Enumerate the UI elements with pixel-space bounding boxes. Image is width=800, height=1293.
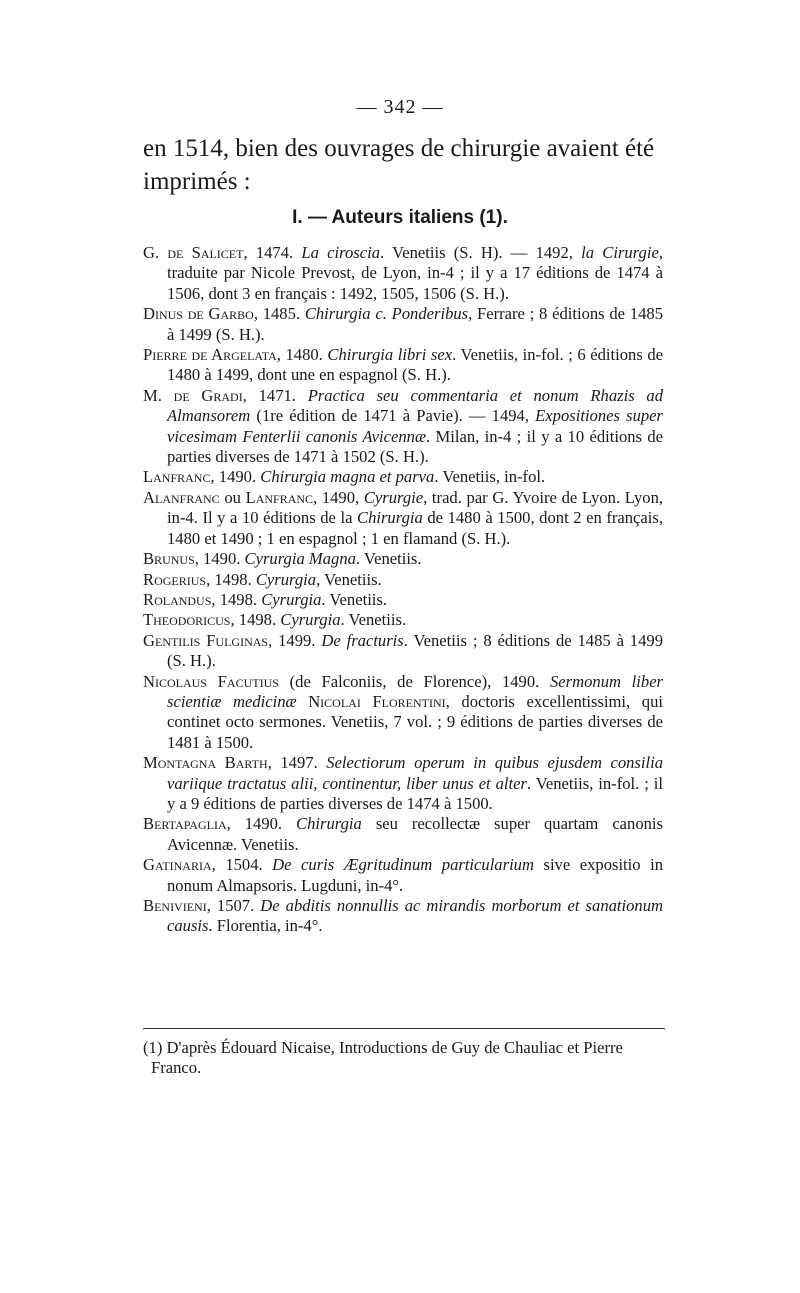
entry-text: , 1504. xyxy=(211,855,273,875)
entry-text: , 1490. xyxy=(226,814,297,834)
entry-title: la Cirurgie xyxy=(581,243,659,262)
entry-text: , 1498. xyxy=(211,589,262,609)
entry-title: Chirurgia libri sex xyxy=(327,345,453,365)
entry-author: Lanfranc xyxy=(245,487,314,507)
entry-title: Expositiones super vicesimam Fenterlii canonis Avicennæ xyxy=(167,406,664,446)
bibliography-entry xyxy=(143,467,663,487)
footnote: (1) D'après Édouard Nicaise, Introductions de Guy de Chauliac et Pierre Franco. xyxy=(143,1038,623,1077)
bibliography-entry xyxy=(143,896,663,937)
entry-title: Selectiorum operum in quibus ejusdem consilia variique tractatus alii, continentur, liber unus et alter xyxy=(167,753,664,793)
entry-text: , 1474. xyxy=(243,243,302,262)
entry-text: , 1490. xyxy=(194,549,245,569)
entry-text: , 1471. xyxy=(242,385,308,405)
entry-author: G. de Salicet xyxy=(143,243,244,262)
entry-author: Nicolaus Facutius xyxy=(143,671,279,691)
entry-title: Practica seu commentaria et nonum Rhazis ad Almansorem xyxy=(167,385,664,426)
footnote-rule xyxy=(143,1028,665,1029)
entry-text: , 1490, xyxy=(313,487,364,507)
entry-text: , 1480. xyxy=(276,345,328,365)
entry-author: Rolandus xyxy=(143,589,212,609)
entry-text: , 1490. xyxy=(210,467,261,487)
entry-author: Nicolai Florentini xyxy=(308,691,446,711)
entry-author: Alanfranc xyxy=(143,487,220,507)
entry-author: Pierre de Argelata xyxy=(143,345,277,365)
entry-title: La ciroscia xyxy=(301,243,380,262)
entry-title: Chirurgia magna et parva xyxy=(260,467,435,487)
bibliography-entry xyxy=(143,631,663,672)
section-title: I. — Auteurs italiens (1). xyxy=(292,207,508,228)
bibliography-entry xyxy=(143,304,663,345)
entry-text xyxy=(297,692,309,711)
entry-text: , traduite par Nicole Prevost, de Lyon, in-4 ; il y a 17 éditions de 1474 à 1506, dont 3 en français : 1492, 1505, 1506 (S. H.). xyxy=(167,243,663,303)
bibliography-entry xyxy=(143,610,663,630)
intro-paragraph: en 1514, bien des ouvrages de chirurgie avaient été imprimés : xyxy=(143,135,655,195)
bibliography-entry xyxy=(143,672,663,754)
entry-title: Chirurgia c. Ponderibus xyxy=(304,304,469,324)
entry-text: . Venetiis. xyxy=(321,589,388,609)
entry-text: , 1507. xyxy=(206,896,261,915)
entry-text: . Venetiis, in-fol. ; il y a 9 éditions de parties diverses de 1474 à 1500. xyxy=(167,773,663,813)
entry-title: Sermonum liber scientiæ medicinæ xyxy=(167,671,664,711)
entry-author: Montagna Barth xyxy=(143,753,268,773)
entry-author: Theodoricus xyxy=(143,610,231,630)
entry-author: Rogerius xyxy=(143,569,207,589)
entry-text: , 1499. xyxy=(268,630,322,650)
entry-text: (de Falconiis, de Florence), 1490. xyxy=(278,671,550,691)
entry-author: Gatinaria xyxy=(143,855,212,875)
entry-text: ou xyxy=(219,487,246,507)
entry-text: , doctoris excellentissimi, qui continet octo sermones. Venetiis, 7 vol. ; 9 éditions de parties diverses de 1481 à 1500. xyxy=(167,691,663,752)
entry-text: sive expositio in nonum Almapsoris. Lugduni, in-4°. xyxy=(167,855,663,895)
entry-text: . Venetiis. xyxy=(355,549,422,569)
entry-title: De abditis nonnullis ac mirandis morborum et sanationum causis xyxy=(167,896,664,936)
bibliography-entry xyxy=(143,855,663,896)
entry-text: . Venetiis, in-fol. xyxy=(434,467,546,487)
bibliography-entry xyxy=(143,570,663,590)
entry-text: , 1497. xyxy=(267,753,327,773)
entry-text: , Venetiis. xyxy=(316,569,382,589)
bibliography-entry xyxy=(143,590,663,610)
entry-title: Cyrurgie xyxy=(363,487,424,507)
entry-text: seu recollectæ super quartam canonis Avicennæ. Venetiis. xyxy=(167,814,664,854)
entry-text: de 1480 à 1500, dont 2 en français, 1480 et 1490 ; 1 en espagnol ; 1 en flamand (S. H.). xyxy=(167,508,663,548)
entry-text: , 1498. xyxy=(230,610,281,630)
entry-author: Lanfranc xyxy=(143,467,211,487)
bibliography-list xyxy=(143,243,663,937)
entry-author: Benivieni xyxy=(143,896,207,915)
entry-author: Dinus de Garbo xyxy=(143,304,254,324)
entry-text: , 1485. xyxy=(253,304,305,324)
entry-title: De fracturis xyxy=(321,630,404,650)
entry-title: Chirurgia xyxy=(296,814,362,834)
entry-text: . Florentia, in-4°. xyxy=(208,916,323,936)
entry-text: (1re édition de 1471 à Pavie). — 1494, xyxy=(250,406,536,426)
bibliography-entry xyxy=(143,549,663,569)
bibliography-entry xyxy=(143,488,663,549)
entry-author: Bertapaglia xyxy=(143,814,227,834)
entry-text: , trad. par G. Yvoire de Lyon. Lyon, in-4. Il y a 10 éditions de la xyxy=(167,487,664,528)
entry-text: . Venetiis ; 8 éditions de 1485 à 1499 (S. H.). xyxy=(167,630,663,671)
entry-author: M. de Gradi xyxy=(143,385,243,405)
entry-title: Cyrurgia Magna xyxy=(244,549,356,569)
entry-title: Cyrurgia xyxy=(255,569,317,589)
entry-text: . Venetiis, in-fol. ; 6 éditions de 1480 à 1499, dont une en espagnol (S. H.). xyxy=(167,345,663,385)
entry-text: , 1498. xyxy=(206,569,256,589)
entry-title: Chirurgia xyxy=(357,508,423,528)
entry-author: Gentilis Fulginas xyxy=(143,630,269,650)
entry-title: Cyrurgia xyxy=(280,610,341,630)
bibliography-entry xyxy=(143,814,663,855)
entry-text: . Venetiis (S. H). — 1492, xyxy=(380,243,582,262)
entry-title: Cyrurgia xyxy=(261,589,322,609)
bibliography-entry xyxy=(143,243,663,304)
entry-text: . Venetiis. xyxy=(340,610,407,630)
page-number: — 342 — xyxy=(356,96,444,118)
bibliography-entry xyxy=(143,753,663,814)
entry-title: De curis Ægritudinum particularium xyxy=(272,855,534,875)
bibliography-entry xyxy=(143,345,663,386)
bibliography-entry xyxy=(143,386,663,468)
entry-author: Brunus xyxy=(143,549,195,569)
entry-text: . Milan, in-4 ; il y a 10 éditions de parties diverses de 1471 à 1502 (S. H.). xyxy=(167,426,663,467)
entry-text: , Ferrare ; 8 éditions de 1485 à 1499 (S. H.). xyxy=(167,304,663,344)
